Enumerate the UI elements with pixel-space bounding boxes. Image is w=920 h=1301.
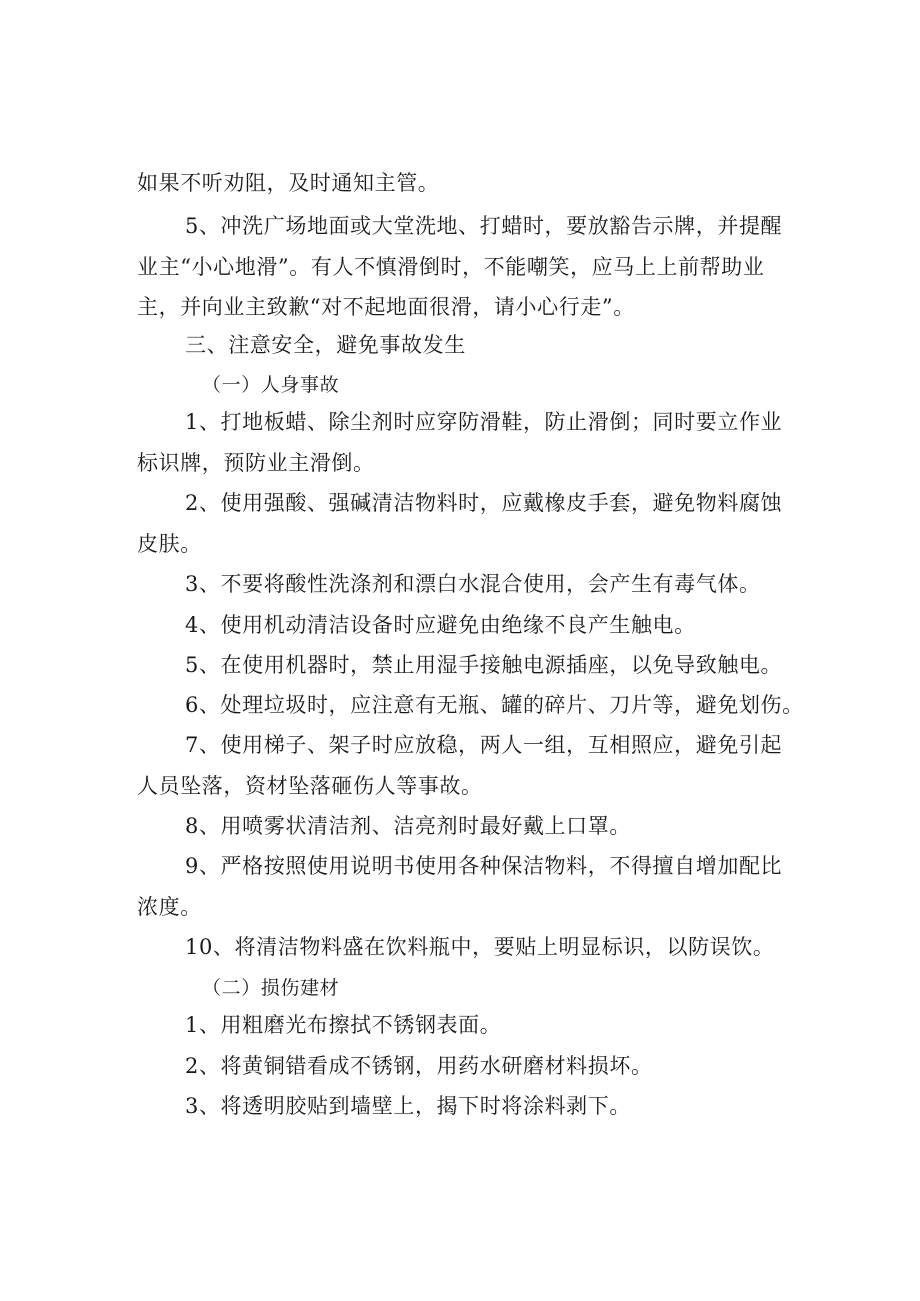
text-line-damage-item-3: 3、将透明胶贴到墙壁上，揭下时将涂料剥下。: [185, 1094, 631, 1118]
text-line-safety-item-10: 10、将清洁物料盛在饮料瓶中，要贴上明显标识，以防误饮。: [185, 935, 775, 959]
text-line-safety-item-7: 7、使用梯子、架子时应放稳，两人一组，互相照应，避免引起: [185, 733, 783, 757]
text-line-safety-item-3: 3、不要将酸性洗涤剂和漂白水混合使用，会产生有毒气体。: [185, 572, 761, 596]
text-line-safety-item-5: 5、在使用机器时，禁止用湿手接触电源插座，以免导致触电。: [185, 653, 783, 677]
text-line-safety-item-1-cont: 标识牌，预防业主滑倒。: [137, 451, 375, 475]
text-line-safety-item-8: 8、用喷雾状清洁剂、洁亮剂时最好戴上口罩。: [185, 814, 631, 838]
text-line-item-5-cont-2: 主，并向业主致歉“对不起地面很滑，请小心行走”。: [137, 295, 635, 319]
text-line-continuation: 如果不听劝阻，及时通知主管。: [137, 171, 440, 195]
text-line-safety-item-9-cont: 浓度。: [137, 895, 202, 919]
text-line-safety-item-6: 6、处理垃圾时，应注意有无瓶、罐的碎片、刀片等，避免划伤。: [185, 693, 804, 717]
text-line-safety-item-2: 2、使用强酸、强碱清洁物料时，应戴橡皮手套，避免物料腐蚀: [185, 491, 783, 515]
text-line-safety-item-1: 1、打地板蜡、除尘剂时应穿防滑鞋，防止滑倒；同时要立作业: [185, 410, 783, 434]
text-line-item-5-cont-1: 业主“小心地滑”。有人不慎滑倒时，不能嘲笑，应马上上前帮助业: [137, 255, 765, 279]
subsection-heading-personal-accidents: （一）人身事故: [202, 374, 340, 396]
text-line-item-5: 5、冲洗广场地面或大堂洗地、打蜡时，要放豁告示牌，并提醒: [185, 214, 783, 238]
text-line-safety-item-7-cont: 人员坠落，资材坠落砸伤人等事故。: [137, 774, 483, 798]
text-line-safety-item-2-cont: 皮肤。: [137, 532, 202, 556]
text-line-safety-item-4: 4、使用机动清洁设备时应避免由绝缘不良产生触电。: [185, 613, 696, 637]
text-line-safety-item-9: 9、严格按照使用说明书使用各种保洁物料，不得擅自增加配比: [185, 854, 783, 878]
text-line-damage-item-1: 1、用粗磨光布擦拭不锈钢表面。: [185, 1013, 502, 1037]
section-heading-safety: 三、注意安全，避免事故发生: [185, 333, 466, 357]
text-line-damage-item-2: 2、将黄铜错看成不锈钢，用药水研磨材料损坏。: [185, 1054, 653, 1078]
subsection-heading-material-damage: （二）损伤建材: [202, 977, 340, 999]
